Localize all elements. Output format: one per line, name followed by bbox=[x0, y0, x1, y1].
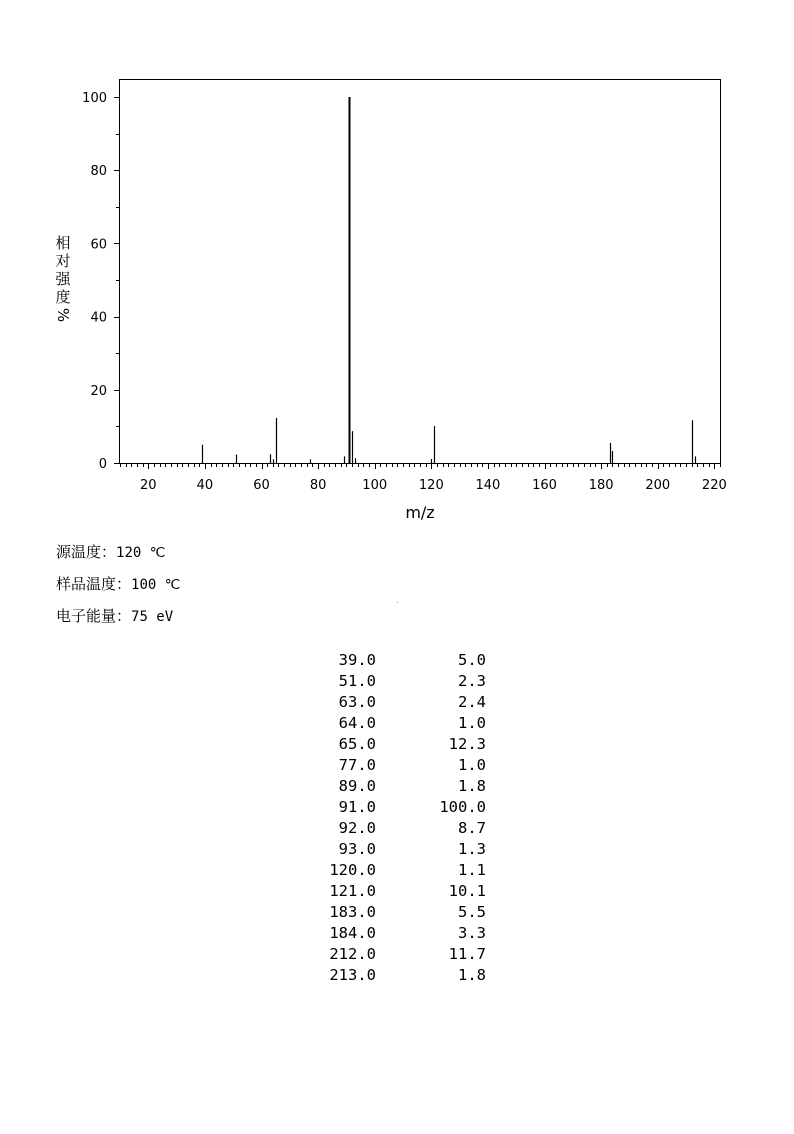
table-row bbox=[300, 734, 486, 755]
table-row bbox=[300, 818, 486, 839]
mz-cell: 39.0 bbox=[338, 651, 376, 669]
electron-energy-label: 电子能量： bbox=[56, 607, 132, 625]
mass-spectrum-chart bbox=[0, 0, 794, 530]
stray-dot bbox=[397, 602, 398, 603]
intensity-cell: 1.8 bbox=[458, 777, 486, 795]
mz-cell: 63.0 bbox=[338, 693, 376, 711]
plot-frame bbox=[120, 80, 721, 464]
mz-cell: 213.0 bbox=[329, 966, 376, 984]
mz-cell: 183.0 bbox=[329, 903, 376, 921]
intensity-cell: 11.7 bbox=[448, 945, 486, 963]
x-tick-label: 100 bbox=[362, 478, 388, 493]
y-axis-ticks bbox=[82, 91, 120, 472]
sample-temperature-value: 100 ℃ bbox=[131, 577, 181, 593]
intensity-cell: 1.0 bbox=[458, 714, 486, 732]
table-row bbox=[300, 839, 486, 860]
source-temperature-value: 120 ℃ bbox=[116, 545, 166, 561]
x-tick-label: 180 bbox=[588, 478, 614, 493]
y-tick-label: 80 bbox=[90, 164, 107, 180]
intensity-cell: 10.1 bbox=[448, 882, 486, 900]
y-axis-title bbox=[54, 234, 72, 324]
electron-energy-value: 75 eV bbox=[131, 609, 174, 625]
x-tick-label: 200 bbox=[645, 478, 671, 493]
source-temperature-label: 源温度： bbox=[56, 543, 117, 561]
table-row bbox=[300, 650, 486, 671]
sample-temperature-label: 样品温度： bbox=[56, 575, 132, 593]
table-row bbox=[300, 860, 486, 881]
mz-cell: 64.0 bbox=[338, 714, 376, 732]
mz-cell: 92.0 bbox=[338, 819, 376, 837]
table-row bbox=[300, 923, 486, 944]
intensity-cell: 8.7 bbox=[458, 819, 486, 837]
intensity-cell: 100.0 bbox=[439, 798, 486, 816]
x-tick-label: 40 bbox=[196, 478, 214, 493]
y-tick-label: 40 bbox=[90, 310, 107, 326]
x-tick-label: 80 bbox=[309, 478, 327, 493]
mz-cell: 121.0 bbox=[329, 882, 376, 900]
sample-temperature bbox=[56, 573, 180, 594]
table-row bbox=[300, 944, 486, 965]
x-axis-title: m/z bbox=[405, 503, 435, 522]
intensity-cell: 1.3 bbox=[458, 840, 486, 858]
x-tick-label: 20 bbox=[140, 478, 157, 493]
electron-energy bbox=[56, 605, 173, 626]
y-tick-label: 60 bbox=[90, 237, 107, 253]
mz-cell: 89.0 bbox=[338, 777, 376, 795]
table-row bbox=[300, 671, 486, 692]
y-tick-label: 0 bbox=[98, 457, 107, 472]
y-axis-title-char: 对 bbox=[55, 252, 71, 270]
x-axis-ticks bbox=[121, 463, 727, 493]
peak-bars bbox=[203, 97, 696, 463]
table-row bbox=[300, 881, 486, 902]
intensity-cell: 3.3 bbox=[458, 924, 486, 942]
mz-cell: 91.0 bbox=[338, 798, 376, 816]
mz-cell: 77.0 bbox=[338, 756, 376, 774]
y-tick-label: 20 bbox=[90, 383, 107, 399]
mz-cell: 65.0 bbox=[338, 735, 376, 753]
intensity-cell: 5.5 bbox=[458, 903, 486, 921]
table-row bbox=[300, 713, 486, 734]
table-row bbox=[300, 965, 486, 986]
intensity-cell: 1.1 bbox=[458, 861, 486, 879]
x-tick-label: 120 bbox=[418, 478, 444, 493]
mz-cell: 184.0 bbox=[329, 924, 376, 942]
intensity-cell: 2.4 bbox=[458, 693, 486, 711]
y-axis-title-char: 相 bbox=[55, 234, 71, 252]
table-row bbox=[300, 776, 486, 797]
y-tick-label: 100 bbox=[82, 91, 107, 106]
x-tick-label: 140 bbox=[475, 478, 501, 493]
y-axis-unit: % bbox=[53, 307, 72, 323]
intensity-cell: 1.0 bbox=[458, 756, 486, 774]
intensity-cell: 2.3 bbox=[458, 672, 486, 690]
y-axis-title-char: 度 bbox=[55, 288, 71, 306]
x-tick-label: 220 bbox=[701, 478, 727, 493]
table-row bbox=[300, 797, 486, 818]
source-temperature bbox=[56, 541, 165, 562]
x-tick-label: 160 bbox=[532, 478, 557, 493]
intensity-cell: 5.0 bbox=[458, 651, 486, 669]
table-row bbox=[300, 902, 486, 923]
intensity-cell: 12.3 bbox=[448, 735, 486, 753]
intensity-cell: 1.8 bbox=[458, 966, 486, 984]
table-row bbox=[300, 692, 486, 713]
y-axis-title-char: 强 bbox=[55, 270, 71, 288]
mz-cell: 212.0 bbox=[329, 945, 376, 963]
table-row bbox=[300, 755, 486, 776]
mz-cell: 93.0 bbox=[338, 840, 376, 858]
x-tick-label: 60 bbox=[253, 478, 270, 493]
mz-cell: 120.0 bbox=[329, 861, 376, 879]
mz-cell: 51.0 bbox=[338, 672, 376, 690]
peak-table bbox=[300, 650, 486, 986]
